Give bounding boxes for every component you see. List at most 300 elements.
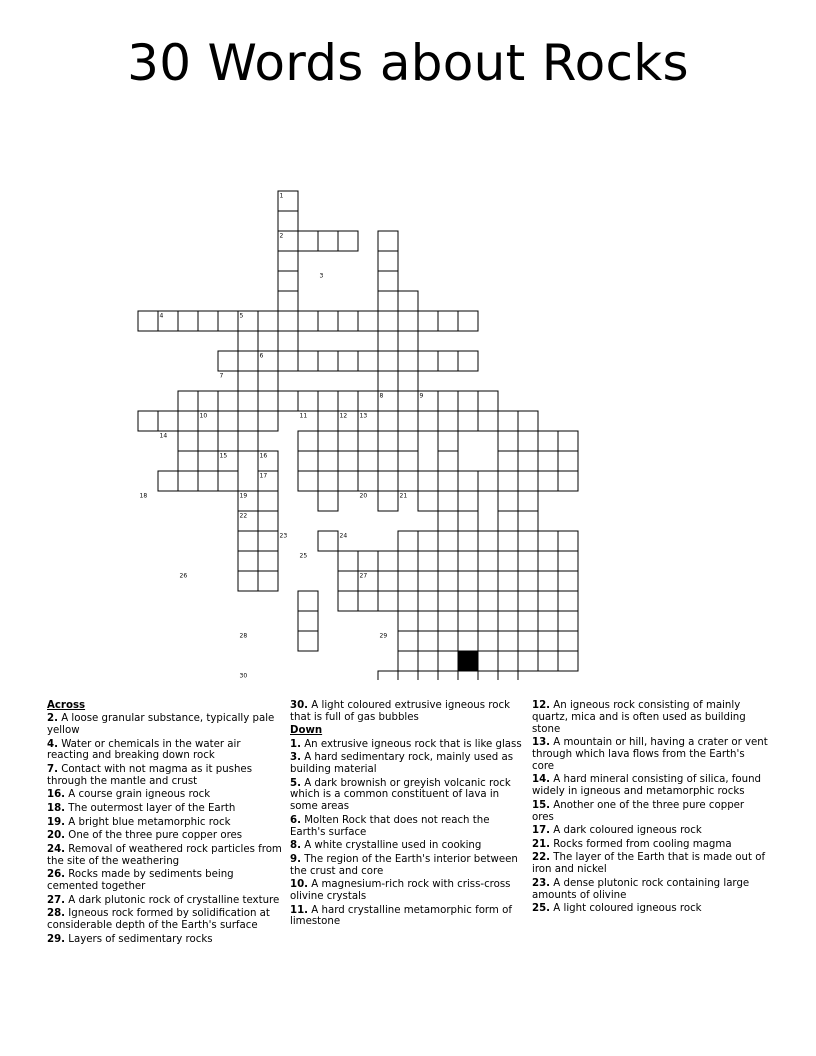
clue-text: A bright blue metamorphic rock <box>65 816 231 828</box>
grid-cell[interactable] <box>478 651 498 671</box>
grid-cell[interactable] <box>358 391 378 411</box>
across-heading: Across <box>47 700 86 711</box>
grid-cell[interactable] <box>358 551 378 571</box>
clue-text: Molten Rock that does not reach the Earth's surface <box>290 814 490 838</box>
grid-cell[interactable] <box>278 251 298 271</box>
grid-cell[interactable] <box>438 431 458 451</box>
clue-text: A white crystalline used in cooking <box>300 840 482 852</box>
grid-cell[interactable] <box>378 571 398 591</box>
clue-text: A light coloured extrusive igneous rock that is full of gas bubbles <box>290 700 511 723</box>
clue-number: 20. <box>47 830 66 842</box>
grid-cell[interactable] <box>438 351 458 371</box>
grid-cell[interactable] <box>538 631 558 651</box>
grid-cell[interactable] <box>178 311 198 331</box>
clue-text: Another one of the three pure copper ores <box>532 799 745 823</box>
clue <box>532 737 768 772</box>
grid-cell[interactable] <box>298 431 318 451</box>
grid-cell[interactable] <box>298 471 318 491</box>
grid-cell[interactable] <box>418 631 438 651</box>
clue-number: 30. <box>290 700 309 711</box>
grid-cell[interactable] <box>458 311 478 331</box>
grid-cell[interactable] <box>278 391 298 411</box>
grid-cell[interactable] <box>338 351 358 371</box>
clues-column-1 <box>47 700 283 947</box>
grid-cell[interactable] <box>398 371 418 391</box>
grid-cell[interactable] <box>178 471 198 491</box>
grid-cell[interactable] <box>298 351 318 371</box>
clue-number: 24. <box>47 843 66 855</box>
grid-cell[interactable] <box>498 431 518 451</box>
grid-cell[interactable] <box>398 411 418 431</box>
clue-text: A mountain or hill, having a crater or vent through which lava flows from the Earth's core <box>532 737 768 772</box>
grid-cell[interactable] <box>438 451 458 471</box>
grid-cell[interactable] <box>418 591 438 611</box>
grid-cell[interactable] <box>558 591 578 611</box>
clue-text: The region of the Earth's interior between the crust and core <box>290 853 518 877</box>
grid-cell[interactable] <box>458 411 478 431</box>
grid-cell[interactable] <box>478 631 498 651</box>
grid-cell[interactable] <box>378 591 398 611</box>
grid-cell[interactable] <box>518 651 538 671</box>
grid-cell[interactable] <box>378 291 398 311</box>
clue-number-label: 28 <box>239 632 248 640</box>
grid-cell[interactable] <box>378 331 398 351</box>
clue-number: 26. <box>47 869 66 881</box>
clue-number-label: 19 <box>239 492 248 500</box>
grid-cell[interactable] <box>238 431 258 451</box>
grid-cell[interactable] <box>398 591 418 611</box>
grid-cell[interactable] <box>358 311 378 331</box>
grid-cell[interactable] <box>198 391 218 411</box>
grid-cell[interactable] <box>338 591 358 611</box>
grid-cell[interactable] <box>138 311 158 331</box>
grid-cell[interactable] <box>438 311 458 331</box>
grid-cell[interactable] <box>398 611 418 631</box>
grid-cell[interactable] <box>218 431 238 451</box>
grid-cell[interactable] <box>418 471 438 491</box>
clue-text: Rocks made by sediments being cemented together <box>47 869 234 893</box>
grid-cell[interactable] <box>398 431 418 451</box>
grid-cell[interactable] <box>258 411 278 431</box>
clue <box>532 852 768 876</box>
grid-cell[interactable] <box>378 551 398 571</box>
grid-cell[interactable] <box>458 471 478 491</box>
grid-cell[interactable] <box>318 491 338 511</box>
grid-cell[interactable] <box>178 431 198 451</box>
grid-cell[interactable] <box>458 551 478 571</box>
grid-cell[interactable] <box>558 651 578 671</box>
clue-number: 25. <box>532 903 551 915</box>
grid-cell[interactable] <box>318 351 338 371</box>
clue-number-label: 3 <box>319 272 324 280</box>
grid-cell[interactable] <box>458 611 478 631</box>
grid-cell[interactable] <box>518 491 538 511</box>
grid-cell[interactable] <box>198 471 218 491</box>
grid-cell[interactable] <box>358 431 378 451</box>
grid-cell[interactable] <box>398 551 418 571</box>
grid-cell[interactable] <box>358 591 378 611</box>
grid-cell[interactable] <box>458 671 478 680</box>
grid-cell[interactable] <box>338 551 358 571</box>
grid-cell[interactable] <box>418 491 438 511</box>
grid-cell[interactable] <box>258 311 278 331</box>
grid-cell[interactable] <box>178 451 198 471</box>
grid-cell[interactable] <box>478 391 498 411</box>
grid-cell[interactable] <box>378 671 398 680</box>
clue-text: A hard mineral consisting of silica, found widely in igneous and metamorphic rocks <box>532 774 762 798</box>
grid-cell[interactable] <box>538 611 558 631</box>
clue-number: 13. <box>532 737 551 749</box>
clue-number: 7. <box>47 764 58 776</box>
clue-number-label: 10 <box>199 412 208 420</box>
grid-cell[interactable] <box>398 391 418 411</box>
grid-cell[interactable] <box>338 571 358 591</box>
grid-cell[interactable] <box>518 611 538 631</box>
clue <box>532 700 768 735</box>
clue-number: 14. <box>532 774 551 786</box>
clue-number: 5. <box>290 777 301 789</box>
grid-cell[interactable] <box>458 511 478 531</box>
grid-cell[interactable] <box>178 391 198 411</box>
grid-cell[interactable] <box>498 611 518 631</box>
clue <box>290 700 526 724</box>
grid-cell[interactable] <box>458 591 478 611</box>
clue-number: 28. <box>47 908 66 920</box>
clue <box>47 713 283 737</box>
clue-number-label: 2 <box>279 232 284 240</box>
clue-number-label: 15 <box>219 452 228 460</box>
grid-cell[interactable] <box>538 431 558 451</box>
grid-cell[interactable] <box>438 511 458 531</box>
grid-cell[interactable] <box>238 531 258 551</box>
grid-cell[interactable] <box>398 311 418 331</box>
grid-cell[interactable] <box>438 611 458 631</box>
grid-cell[interactable] <box>498 551 518 571</box>
grid-cell[interactable] <box>318 451 338 471</box>
grid-cell[interactable] <box>218 471 238 491</box>
clue-number: 6. <box>290 814 301 826</box>
grid-cell[interactable] <box>258 571 278 591</box>
grid-cell[interactable] <box>478 551 498 571</box>
grid-cell[interactable] <box>418 651 438 671</box>
clue-number-label: 6 <box>259 352 264 360</box>
clue-number-label: 8 <box>379 392 384 400</box>
grid-cell[interactable] <box>418 531 438 551</box>
grid-cell[interactable] <box>458 531 478 551</box>
grid-cell[interactable] <box>418 351 438 371</box>
grid-cell[interactable] <box>358 451 378 471</box>
clue-text: Rocks formed from cooling magma <box>550 838 732 850</box>
grid-cell[interactable] <box>398 671 418 680</box>
grid-cell[interactable] <box>198 311 218 331</box>
grid-cell[interactable] <box>418 611 438 631</box>
clue-number: 15. <box>532 799 551 811</box>
grid-cell[interactable] <box>158 411 178 431</box>
clue <box>47 844 283 868</box>
grid-cell[interactable] <box>318 431 338 451</box>
grid-cell[interactable] <box>298 631 318 651</box>
grid-cell[interactable] <box>418 671 438 680</box>
clue-number-label: 7 <box>219 372 224 380</box>
clue <box>290 905 526 929</box>
grid-cell[interactable] <box>298 591 318 611</box>
grid-cell[interactable] <box>318 231 338 251</box>
grid-cell[interactable] <box>278 311 298 331</box>
clue-number: 29. <box>47 933 66 945</box>
clue-number-label: 12 <box>339 412 348 420</box>
clue-text: A light coloured igneous rock <box>550 903 702 915</box>
grid-cell[interactable] <box>198 451 218 471</box>
grid-cell[interactable] <box>538 451 558 471</box>
grid-cell[interactable] <box>398 471 418 491</box>
grid-cell[interactable] <box>518 471 538 491</box>
clue-text: Contact with not magma as it pushes through the mantle and crust <box>47 764 253 787</box>
down-clue-list-continued <box>532 700 768 915</box>
grid-cell[interactable] <box>478 471 498 491</box>
clue-number-label: 17 <box>259 472 268 480</box>
clue-text: A dense plutonic rock containing large amounts of olivine <box>532 877 750 901</box>
grid-cell[interactable] <box>518 551 538 571</box>
grid-cell[interactable] <box>158 471 178 491</box>
grid-cell[interactable] <box>438 491 458 511</box>
grid-cell[interactable] <box>338 471 358 491</box>
grid-cell[interactable] <box>438 471 458 491</box>
clue-number-label: 22 <box>239 512 248 520</box>
grid-cell[interactable] <box>518 531 538 551</box>
grid-cell[interactable] <box>478 411 498 431</box>
grid-cell[interactable] <box>518 511 538 531</box>
grid-cell[interactable] <box>458 491 478 511</box>
grid-cell[interactable] <box>518 431 538 451</box>
grid-cell[interactable] <box>378 371 398 391</box>
grid-cell[interactable] <box>418 411 438 431</box>
grid-cell[interactable] <box>438 651 458 671</box>
grid-cell[interactable] <box>338 391 358 411</box>
grid-cell[interactable] <box>518 411 538 431</box>
grid-cell[interactable] <box>318 311 338 331</box>
clues-column-2 <box>290 700 526 930</box>
grid-cell[interactable] <box>438 391 458 411</box>
clue-number: 23. <box>532 877 551 889</box>
grid-cell[interactable] <box>418 571 438 591</box>
grid-cell[interactable] <box>478 531 498 551</box>
clue-number: 2. <box>47 713 58 725</box>
grid-cell[interactable] <box>498 591 518 611</box>
clue-number: 9. <box>290 853 301 865</box>
clue-number: 12. <box>532 700 551 711</box>
grid-cell[interactable] <box>318 471 338 491</box>
grid-cell[interactable] <box>218 311 238 331</box>
grid-cell[interactable] <box>338 231 358 251</box>
grid-cell[interactable] <box>398 351 418 371</box>
grid-cell[interactable] <box>318 391 338 411</box>
grid-cell[interactable] <box>458 391 478 411</box>
grid-cell[interactable] <box>318 411 338 431</box>
grid-cell[interactable] <box>418 311 438 331</box>
grid-cell[interactable] <box>378 271 398 291</box>
grid-cell[interactable] <box>558 431 578 451</box>
clue <box>47 830 283 842</box>
grid-cell[interactable] <box>478 611 498 631</box>
grid-cell[interactable] <box>238 551 258 571</box>
grid-cell[interactable] <box>498 471 518 491</box>
grid-cell[interactable] <box>498 631 518 651</box>
clue-text: One of the three pure copper ores <box>65 830 243 842</box>
clue-number-label: 1 <box>279 192 284 200</box>
grid-cell[interactable] <box>318 531 338 551</box>
grid-cell[interactable] <box>478 671 498 680</box>
clue-number: 3. <box>290 752 301 764</box>
clue-number: 8. <box>290 840 301 852</box>
grid-cell[interactable] <box>398 571 418 591</box>
clue-number-label: 25 <box>299 552 308 560</box>
grid-cell[interactable] <box>518 591 538 611</box>
grid-cell[interactable] <box>498 651 518 671</box>
grid-cell[interactable] <box>498 491 518 511</box>
down-heading: Down <box>290 725 323 737</box>
grid-cell[interactable] <box>298 231 318 251</box>
grid-cell[interactable] <box>418 551 438 571</box>
grid-cell[interactable] <box>538 651 558 671</box>
clue-text: Water or chemicals in the water air reacting and breaking down rock <box>47 738 241 762</box>
grid-cell[interactable] <box>338 431 358 451</box>
clue-text: Layers of sedimentary rocks <box>65 933 213 945</box>
grid-cell[interactable] <box>338 451 358 471</box>
grid-cell[interactable] <box>458 631 478 651</box>
grid-cell[interactable] <box>238 411 258 431</box>
grid-cell[interactable] <box>538 471 558 491</box>
grid-cell[interactable] <box>498 451 518 471</box>
grid-cell[interactable] <box>258 511 278 531</box>
grid-cell[interactable] <box>298 451 318 471</box>
clue <box>47 803 283 815</box>
grid-cell[interactable] <box>498 531 518 551</box>
grid-cell[interactable] <box>258 391 278 411</box>
clues-column-3 <box>532 700 768 917</box>
grid-cell[interactable] <box>378 491 398 511</box>
grid-cell[interactable] <box>538 531 558 551</box>
clue <box>47 739 283 763</box>
grid-cell[interactable] <box>278 291 298 311</box>
grid-cell[interactable] <box>298 611 318 631</box>
grid-cell[interactable] <box>278 211 298 231</box>
grid-cell[interactable] <box>278 331 298 351</box>
grid-cell[interactable] <box>478 571 498 591</box>
grid-cell[interactable] <box>378 411 398 431</box>
grid-cell[interactable] <box>538 571 558 591</box>
grid-cell[interactable] <box>558 531 578 551</box>
clue-number: 10. <box>290 879 309 891</box>
grid-cell[interactable] <box>398 331 418 351</box>
grid-cell[interactable] <box>278 351 298 371</box>
grid-cell[interactable] <box>498 411 518 431</box>
grid-cell[interactable] <box>238 371 258 391</box>
clue-number: 27. <box>47 894 66 906</box>
grid-cell[interactable] <box>458 351 478 371</box>
clue-number-label: 5 <box>239 312 244 320</box>
grid-cell[interactable] <box>198 431 218 451</box>
grid-cell[interactable] <box>398 651 418 671</box>
grid-cell[interactable] <box>438 551 458 571</box>
clue-number-label: 14 <box>159 432 168 440</box>
grid-cell[interactable] <box>398 531 418 551</box>
grid-cell[interactable] <box>498 671 518 680</box>
grid-cell[interactable] <box>378 451 398 471</box>
clue <box>47 869 283 893</box>
clue <box>532 839 768 851</box>
grid-cell[interactable] <box>558 471 578 491</box>
clue-number: 11. <box>290 904 309 916</box>
grid-cell[interactable] <box>218 351 238 371</box>
grid-cell[interactable] <box>558 551 578 571</box>
grid-cell[interactable] <box>438 571 458 591</box>
grid-cell[interactable] <box>538 551 558 571</box>
grid-cell[interactable] <box>398 451 418 471</box>
grid-cell[interactable] <box>558 611 578 631</box>
grid-cell[interactable] <box>378 231 398 251</box>
grid-cell[interactable] <box>258 371 278 391</box>
clue-number: 18. <box>47 803 66 815</box>
grid-cell[interactable] <box>338 311 358 331</box>
grid-cell[interactable] <box>558 631 578 651</box>
grid-cell[interactable] <box>518 631 538 651</box>
grid-cell[interactable] <box>238 351 258 371</box>
clue <box>47 895 283 907</box>
clue-text: A dark brownish or greyish volcanic rock which is a common constituent of lava in some areas <box>290 777 511 813</box>
grid-cell[interactable] <box>358 471 378 491</box>
grid-cell[interactable] <box>498 571 518 591</box>
grid-cell[interactable] <box>258 531 278 551</box>
grid-cell[interactable] <box>558 571 578 591</box>
grid-cell[interactable] <box>378 471 398 491</box>
grid-cell[interactable] <box>378 311 398 331</box>
grid-cell[interactable] <box>238 331 258 351</box>
grid-cell[interactable] <box>138 411 158 431</box>
clue-number-label: 4 <box>159 312 164 320</box>
clue-number-label: 24 <box>339 532 348 540</box>
grid-cell[interactable] <box>218 391 238 411</box>
grid-cell[interactable] <box>258 491 278 511</box>
grid-cell[interactable] <box>558 451 578 471</box>
grid-cell[interactable] <box>498 511 518 531</box>
grid-cell[interactable] <box>298 391 318 411</box>
grid-cell[interactable] <box>398 291 418 311</box>
clue-text: A dark coloured igneous rock <box>550 825 702 837</box>
grid-cell[interactable] <box>358 351 378 371</box>
grid-cell[interactable] <box>258 551 278 571</box>
grid-cell[interactable] <box>458 571 478 591</box>
grid-cell[interactable] <box>378 251 398 271</box>
grid-cell[interactable] <box>378 351 398 371</box>
grid-cell[interactable] <box>518 451 538 471</box>
clue-number: 1. <box>290 738 301 750</box>
grid-cell[interactable] <box>438 411 458 431</box>
grid-cell[interactable] <box>238 391 258 411</box>
grid-cell[interactable] <box>398 631 418 651</box>
grid-cell[interactable] <box>518 571 538 591</box>
grid-cell[interactable] <box>538 591 558 611</box>
grid-cell[interactable] <box>378 431 398 451</box>
grid-cell[interactable] <box>278 271 298 291</box>
grid-cell[interactable] <box>478 591 498 611</box>
grid-cell[interactable] <box>238 571 258 591</box>
down-clue-list <box>290 739 526 929</box>
grid-cell[interactable] <box>298 311 318 331</box>
clue-number-label: 26 <box>179 572 188 580</box>
clue-number-label: 30 <box>239 672 248 680</box>
grid-cell[interactable] <box>178 411 198 431</box>
clue-text: A loose granular substance, typically pale yellow <box>47 713 275 737</box>
